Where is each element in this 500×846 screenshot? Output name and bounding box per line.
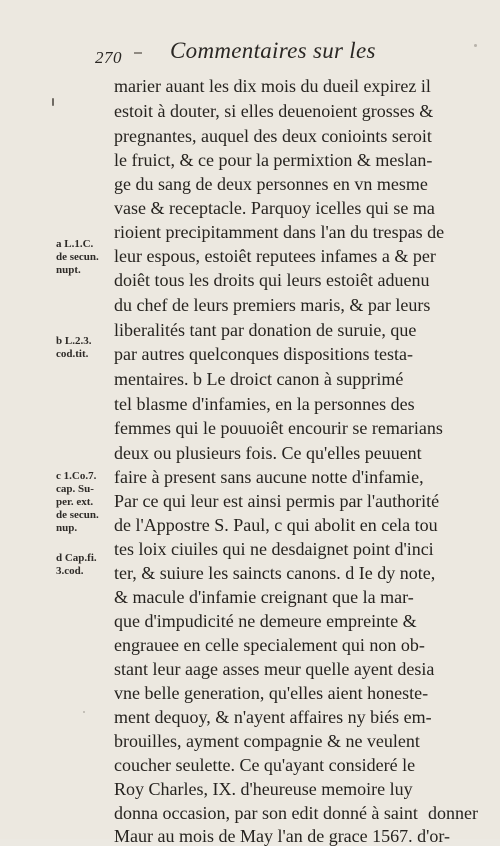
text-line: & macule d'infamie creignant que la mar- — [114, 587, 414, 607]
text-line: que d'impudicité ne demeure empreinte & — [114, 611, 417, 631]
paper-speck — [83, 711, 85, 713]
margin-note-line: de secun. — [56, 509, 99, 521]
text-line: engrauee en celle specialement qui non ob- — [114, 635, 425, 655]
text-line: ge du sang de deux personnes en vn mesme — [114, 174, 428, 194]
text-line: brouilles, ayment compagnie & ne veulent — [114, 731, 420, 751]
text-line: deux ou plusieurs fois. Ce qu'elles peuuent — [114, 443, 422, 463]
text-line: vne belle generation, qu'elles aient honeste- — [114, 683, 429, 703]
margin-note-c — [56, 470, 126, 535]
margin-note-line: nupt. — [56, 264, 81, 276]
margin-note-d — [56, 552, 126, 578]
text-line: leur espous, estoiêt reputees infames a & per — [114, 246, 436, 266]
margin-note-line: cod.tit. — [56, 348, 89, 360]
margin-note-a — [56, 238, 126, 277]
text-line: mentaires. b Le droict canon à supprimé — [114, 369, 404, 389]
text-line: du chef de leurs premiers maris, & par leurs — [114, 295, 431, 315]
text-line: rioient precipitamment dans l'an du trespas de — [114, 222, 445, 242]
margin-note-line: b L.2.3. — [56, 335, 92, 347]
text-line: doiêt tous les droits qui leurs estoiêt aduenu — [114, 270, 430, 290]
paper-speck — [474, 44, 477, 47]
text-line: marier auant les dix mois du dueil expirez il — [114, 76, 431, 96]
margin-note-line: de secun. — [56, 251, 99, 263]
text-line: ment dequoy, & n'ayent affaires ny biés em- — [114, 707, 432, 727]
margin-note-line: d Cap.fi. — [56, 552, 97, 564]
margin-note-line: 3.cod. — [56, 565, 84, 577]
text-line: de l'Appostre S. Paul, c qui abolit en cela tou — [114, 515, 438, 535]
text-line: tes loix ciuiles qui ne desdaignet point d'inci — [114, 539, 434, 559]
text-line: Par ce qui leur est ainsi permis par l'authorité — [114, 491, 440, 511]
running-title: Commentaires sur les — [170, 38, 376, 63]
margin-note-line: per. ext. — [56, 496, 94, 508]
text-line: tel blasme d'infamies, en la personnes des — [114, 394, 415, 414]
text-line: stant leur aage asses meur quelle ayent desia — [114, 659, 435, 679]
text-line: Maur au mois de May l'an de grace 1567. d'or- — [114, 826, 451, 846]
margin-note-b — [56, 335, 126, 361]
text-line: vase & receptacle. Parquoy icelles qui se ma — [114, 198, 435, 218]
text-line: Roy Charles, IX. d'heureuse memoire luy — [114, 779, 413, 799]
text-line: donna occasion, par son edit donné à saint — [114, 803, 418, 823]
text-line: ter, & suiure les saincts canons. d Ie dy note, — [114, 563, 436, 583]
margin-note-line: a L.1.C. — [56, 238, 94, 250]
text-line: coucher seulette. Ce qu'ayant consideré le — [114, 755, 416, 775]
text-line: liberalités tant par donation de suruie, que — [114, 320, 417, 340]
page-number: 270 — [95, 48, 122, 67]
margin-note-line: c 1.Co.7. — [56, 470, 97, 482]
text-line: estoit à douter, si elles deuenoient grosses & — [114, 101, 434, 121]
text-line: femmes qui le pouuoiêt encourir se remarians — [114, 418, 443, 438]
text-line: par autres quelconques dispositions testa- — [114, 344, 413, 364]
catchword: donner — [428, 803, 478, 823]
margin-note-line: nup. — [56, 522, 78, 534]
text-line: faire à present sans aucune notte d'infamie, — [114, 467, 424, 487]
text-line: pregnantes, auquel des deux conioints seroit — [114, 126, 432, 146]
margin-note-line: cap. Su- — [56, 483, 94, 495]
text-line: le fruict, & ce pour la permixtion & meslan- — [114, 150, 433, 170]
